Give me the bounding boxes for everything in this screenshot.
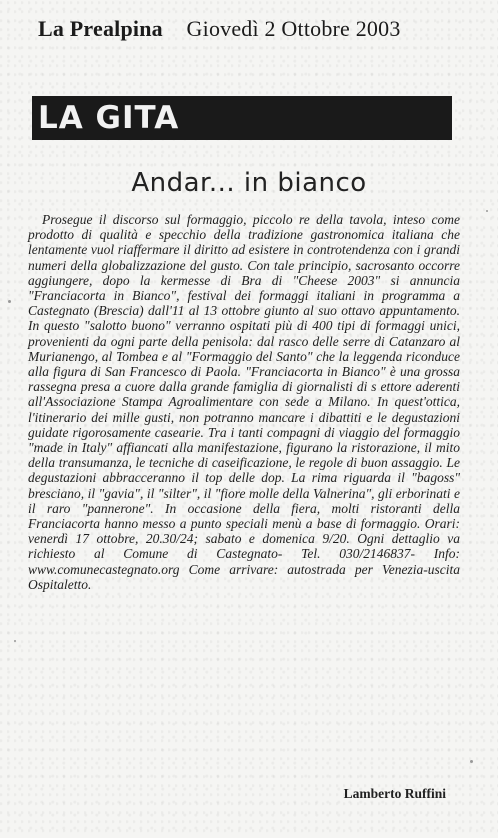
article-headline: Andar... in bianco [131,168,367,198]
scan-speck [486,210,488,212]
section-label: LA GITA [38,100,180,136]
scan-speck [8,300,11,303]
scan-speck [14,640,16,642]
scan-speck [470,760,473,763]
article-byline: Lamberto Ruffini [343,786,446,801]
publication-name: La Prealpina [38,16,163,41]
article-body: Prosegue il discorso sul formaggio, piccolo re della tavola, inteso come prodotto di qualità e specchio della tradizione gastronomica italiana che lentamente vuol riaffermare il diritto ad esistere in controtendenza con i grandi numeri della globalizzazione del gusto. Con tale principio, sacrosanto occorre aggiungere, dopo la kermesse di Bra di "Cheese 2003" si annuncia "Franciacorta in Bianco", festival dei formaggi italiani in programma a Castegnato (Brescia) dall'11 al 13 ottobre giunto al suo ottavo appuntamento. In questo "salotto buono" verranno ospitati più di 400 tipi di formaggi unici, provenienti da ogni parte della penisola: dal rasco delle serre di Catanzaro al Murianengo, al Tombea e al "Formaggio del Santo" che la leggenda riconduce alla figura di San Francesco di Paola. "Franciacorta in Bianco" è una grossa rassegna presa a cuore dalla grande famiglia di giornalisti di s ettore aderenti all'Associazione Stampa Agroalimentare con sede a Milano. In quest'ottica, l'itinerario dei mille gusti, non potranno mancare i dibattiti e le degustazioni guidate rigorosamente casearie. Tra i tanti compagni di viaggio del formaggio "made in Italy" affiancati alla manifestazione, figurano la ristorazione, il mito della transumanza, le tecniche di caseificazione, le regole di buon assaggio. Le degustazioni abbracceranno il top delle dop. La rima riguarda il "bagoss" bresciano, il "gavia", il "silter", il "fiore molle della Valnerina", gli erborinati e il raro "pannerone". In occasione della fiera, molti ristoranti della Franciacorta hanno messo a punto speciali menù a base di formaggio. Orari: venerdì 17 ottobre, 20.30/24; sabato e domenica 9/20. Ogni dettaglio va richiesto al Comune di Castegnato- Tel. 030/2146837- Info: www.comunecastegnato.org Come arrivare: autostrada per Venezia-uscita Ospitaletto. [28,212,460,592]
publication-date: Giovedì 2 Ottobre 2003 [186,16,401,41]
masthead [38,16,468,50]
